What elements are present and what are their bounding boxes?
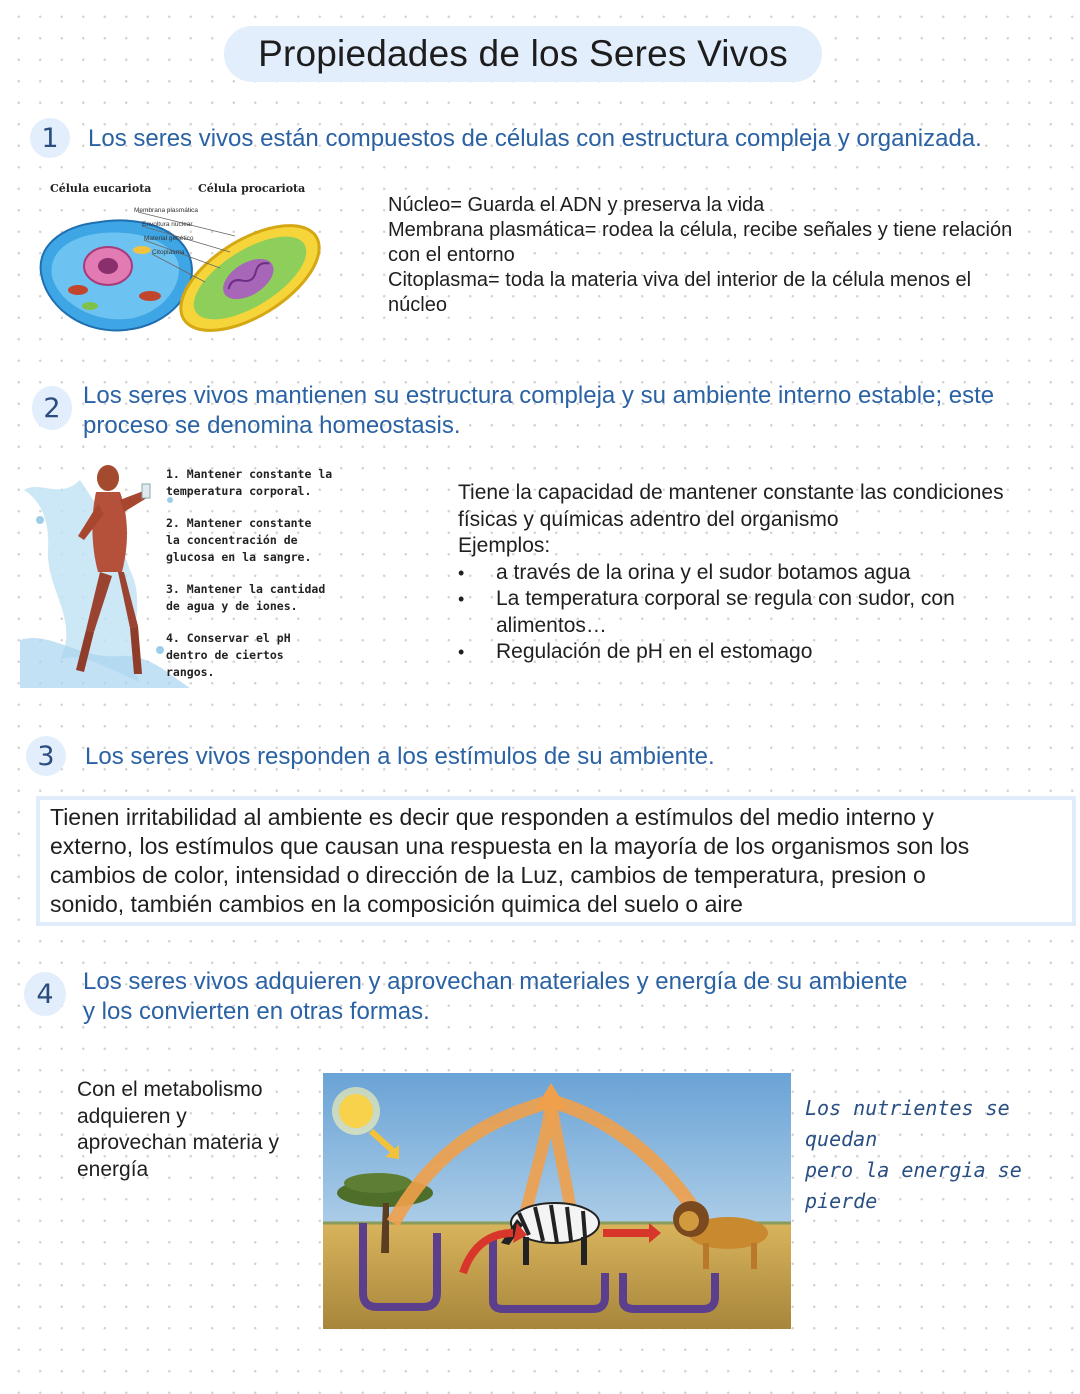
prokaryote-label: Célula procariota [198, 182, 306, 195]
section-3-box [36, 796, 1076, 926]
section-4-heading-line1: Los seres vivos adquieren y aprovechan materiales y energía de su ambiente [83, 968, 908, 995]
section-3-box-line: sonido, también cambios en la composición quimica del suelo o aire [50, 891, 743, 917]
section-2-heading [83, 381, 1068, 441]
examples-label: Ejemplos: [458, 534, 551, 557]
section-3-box-line: externo, los estímulos que causan una respuesta en la mayoría de los organismos son los [50, 833, 970, 859]
section-1-definitions [388, 193, 1058, 318]
example-item: • Regulación de pH en el estomago [458, 639, 1068, 666]
energy-flow-illustration [323, 1073, 791, 1329]
part-label-membrane: Membrana plasmática [134, 207, 198, 214]
part-label-genetic: Material genético [144, 235, 194, 242]
part-label-cytoplasm: Citoplasma [152, 249, 185, 256]
section-2-intro-line1: Tiene la capacidad de mantener constante las condiciones [458, 481, 1004, 504]
section-2-intro-line2: físicas y químicas adentro del organismo [458, 507, 839, 531]
section-2-number: 2 [32, 386, 72, 430]
examples-list [458, 560, 1068, 666]
section-2-heading-line1: Los seres vivos mantienen su estructura compleja y su ambiente interno estable; este [83, 382, 995, 409]
eukaryote-label: Célula eucariota [50, 182, 152, 195]
homeostasis-label-2: 2. Mantener constante la concentración de glucosa en la sangre. [166, 516, 312, 564]
cell-illustration [30, 178, 350, 338]
homeostasis-figure [20, 460, 340, 692]
definition-line: con el entorno [388, 244, 515, 266]
handwritten-note [805, 1093, 1065, 1217]
metabolism-text: Con el metabolismo adquieren y aprovechan materia y energía [77, 1078, 279, 1181]
homeostasis-label-3: 3. Mantener la cantidad de agua y de iones. [166, 582, 326, 613]
section-3-box-line: Tienen irritabilidad al ambiente es decir que responden a estímulos del medio interno y [50, 804, 934, 830]
homeostasis-label-1: 1. Mantener constante la temperatura corporal. [166, 467, 333, 498]
section-1-heading: Los seres vivos están compuestos de células con estructura compleja y organizada. [88, 125, 982, 152]
definition-line: Núcleo= Guarda el ADN y preserva la vida [388, 194, 765, 216]
section-2-text [458, 480, 1068, 666]
example-item: • a través de la orina y el sudor botamos agua [458, 560, 1068, 587]
section-4-heading [83, 967, 1068, 1027]
handwritten-note-line1: Los nutrientes se quedan [805, 1096, 1010, 1151]
page-title: Propiedades de los Seres Vivos [224, 26, 822, 82]
definition-line: núcleo [388, 294, 447, 316]
section-2-heading-line2: proceso se denomina homeostasis. [83, 412, 461, 439]
section-3-box-line: cambios de color, intensidad o dirección de la Luz, cambios de temperatura, presion o [50, 862, 926, 888]
cell-figure [30, 178, 350, 338]
definition-line: Membrana plasmática= rodea la célula, recibe señales y tiene relación [388, 219, 1013, 241]
section-3-number: 3 [26, 736, 66, 776]
section-4-heading-line2: y los convierten en otras formas. [83, 998, 430, 1025]
section-1-number: 1 [30, 118, 70, 158]
section-4-number: 4 [24, 972, 66, 1016]
homeostasis-label-4: 4. Conservar el pH dentro de ciertos rangos. [166, 631, 291, 679]
definition-line: Citoplasma= toda la materia viva del interior de la célula menos el [388, 269, 972, 291]
example-item: • La temperatura corporal se regula con sudor, con alimentos… [458, 586, 1016, 639]
part-label-envelope: Envoltura nuclear [142, 221, 193, 228]
handwritten-note-line2: pero la energia se pierde [805, 1158, 1022, 1213]
section-3-heading: Los seres vivos responden a los estímulos de su ambiente. [85, 743, 715, 770]
